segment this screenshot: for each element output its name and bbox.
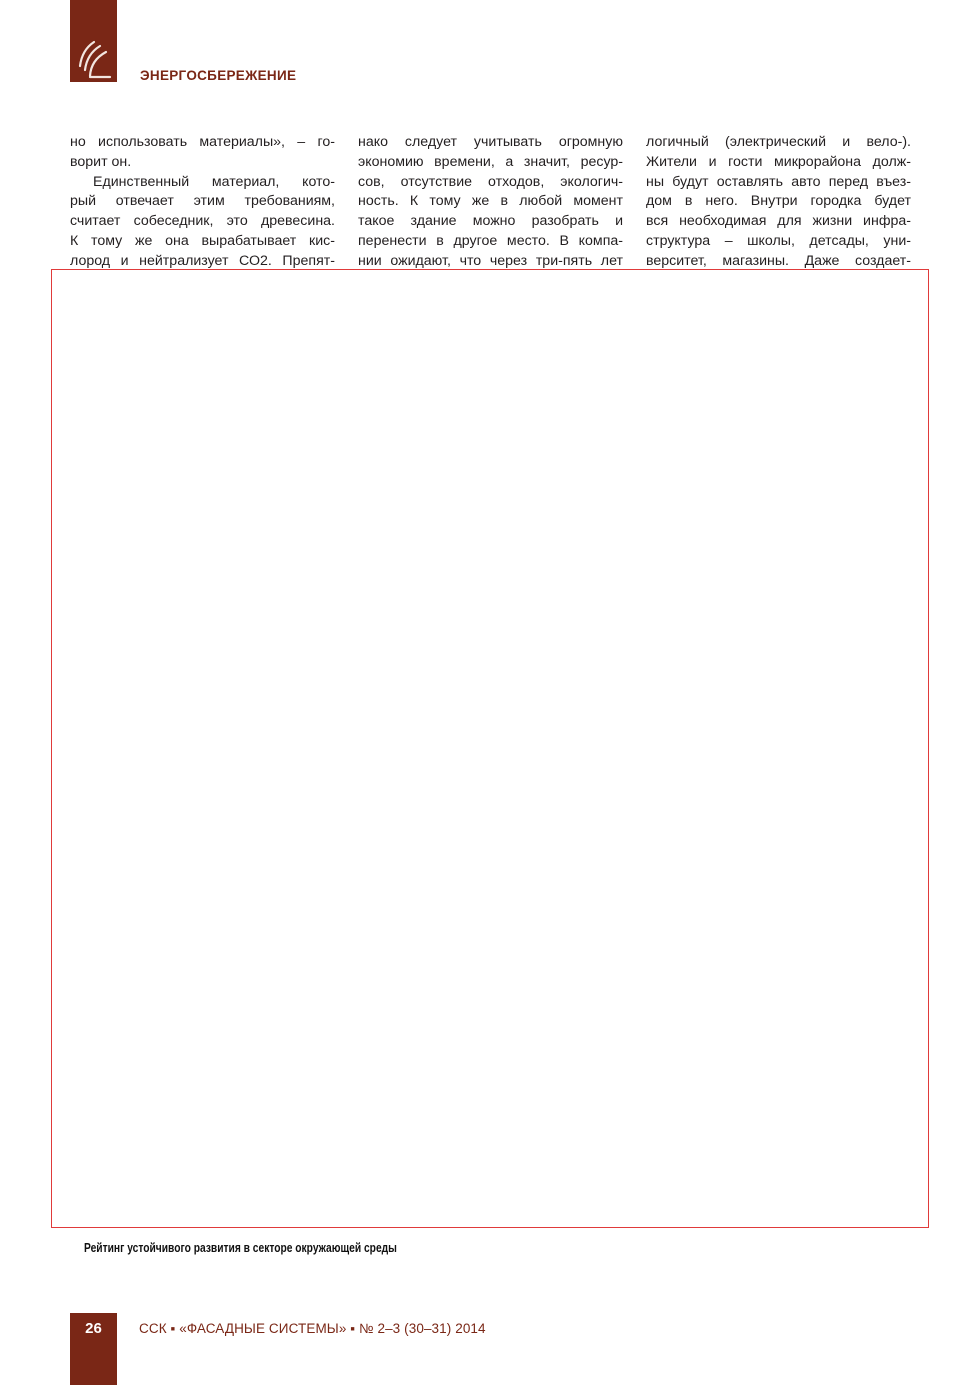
section-title: ЭНЕРГОСБЕРЕЖЕНИЕ [140, 68, 297, 83]
figure-caption: Рейтинг устойчивого развития в секторе окружающей среды [84, 1241, 397, 1255]
text-line: вся необходимая для жизни инфра- [646, 213, 911, 230]
text-line: лород и нейтрализует СО2. Препят- [70, 252, 335, 269]
page-number: 26 [85, 1320, 102, 1337]
text-line: верситет, магазины. Даже создает- [646, 252, 911, 269]
text-column-3 [646, 133, 911, 272]
text-line: считает собеседник, это древесина. [70, 213, 335, 230]
logo-icon [76, 36, 112, 80]
text-line: ность. К тому же в любой момент [358, 193, 623, 210]
text-line: сов, отсутствие отходов, экологич- [358, 173, 623, 190]
text-line: логичный (электрический и вело-). [646, 134, 911, 150]
text-line: Единственный материал, кото- [93, 173, 335, 190]
header-brand-block [70, 0, 117, 82]
text-line: перенести в другое место. В компа- [358, 232, 623, 249]
text-line: нако следует учитывать огромную [358, 134, 623, 150]
text-line: экономию времени, а значит, ресур- [358, 153, 623, 170]
text-line: ны будут оставлять авто перед въез- [646, 173, 911, 190]
text-line: ворит он. [70, 153, 132, 170]
figure-frame [51, 269, 929, 1228]
text-column-2 [358, 133, 623, 272]
text-line: дом в него. Внутри городка будет [646, 193, 911, 210]
publication-footer: ССК ▪ «ФАСАДНЫЕ СИСТЕМЫ» ▪ № 2–3 (30–31) 2014 [139, 1321, 486, 1336]
text-line: но использовать материалы», – го- [70, 134, 335, 150]
page-number-block [70, 1313, 117, 1385]
text-line: К тому же она вырабатывает кис- [70, 232, 335, 249]
text-line: нии ожидают, что через три-пять лет [358, 252, 623, 269]
text-line: такое здание можно разобрать и [358, 213, 623, 230]
text-column-1 [70, 133, 335, 272]
text-line: структура – школы, детсады, уни- [646, 232, 911, 249]
text-line: Жители и гости микрорайона долж- [646, 153, 911, 170]
text-line: рый отвечает этим требованиям, [70, 193, 335, 210]
